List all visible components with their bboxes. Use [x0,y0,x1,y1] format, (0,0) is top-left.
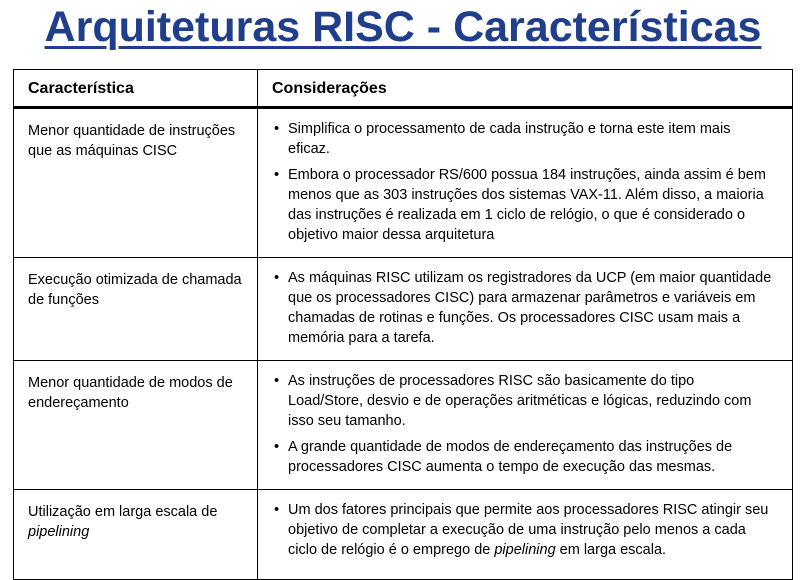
bullet-text: Um dos fatores principais que permite aos processadores RISC atingir seu objetivo de completar a execução de uma instrução pelo menos a cada ciclo de relógio é o emprego de [288,502,769,558]
bullet-list [272,500,772,560]
bullet-list [272,371,772,477]
table-row [14,108,793,258]
bullet-list [272,119,772,245]
considerations-cell [258,490,793,580]
list-item: • Embora o processador RS/600 possua 184 instruções, ainda assim é bem menos que as 303 instruções dos sistemas VAX-11. Além disso, a maioria das instruções é realizada em 1 ciclo de relógio, o que é considerado o objetivo maior dessa arquitetura [272,165,772,245]
feature-text: Utilização em larga escala de [28,504,218,520]
bullet-list [272,268,772,348]
characteristics-table [13,69,793,580]
feature-cell: Execução otimizada de chamada de funções [14,258,258,361]
feature-cell: Menor quantidade de instruções que as máquinas CISC [14,108,258,258]
table-row [14,490,793,580]
list-item: • As máquinas RISC utilizam os registradores da UCP (em maior quantidade que os processadores CISC) para armazenar parâmetros e variáveis em chamadas de rotinas e funções. Os processadores CISC usam mais a memória para a tarefa. [272,268,772,348]
list-item [272,500,772,560]
considerations-cell [258,361,793,490]
feature-emphasis: pipelining [28,524,90,540]
list-item: • A grande quantidade de modos de endereçamento das instruções de processadores CISC aumenta o tempo de execução das mesmas. [272,437,772,477]
list-item: • Simplifica o processamento de cada instrução e torna este item mais eficaz. [272,119,772,159]
considerations-cell [258,108,793,258]
bullet-emphasis: pipelining [494,542,556,558]
table-row [14,361,793,490]
page-title: Arquiteturas RISC - Características [44,3,762,51]
header-caracteristica: Característica [14,70,258,108]
feature-cell: Menor quantidade de modos de endereçamento [14,361,258,490]
bullet-text-end: em larga escala. [555,542,667,558]
considerations-cell [258,258,793,361]
feature-cell [14,490,258,580]
header-consideracoes: Considerações [258,70,793,108]
table-row [14,258,793,361]
table-header-row [14,70,793,108]
list-item: • As instruções de processadores RISC são basicamente do tipo Load/Store, desvio e de operações aritméticas e lógicas, reduzindo com isso seu tamanho. [272,371,772,431]
